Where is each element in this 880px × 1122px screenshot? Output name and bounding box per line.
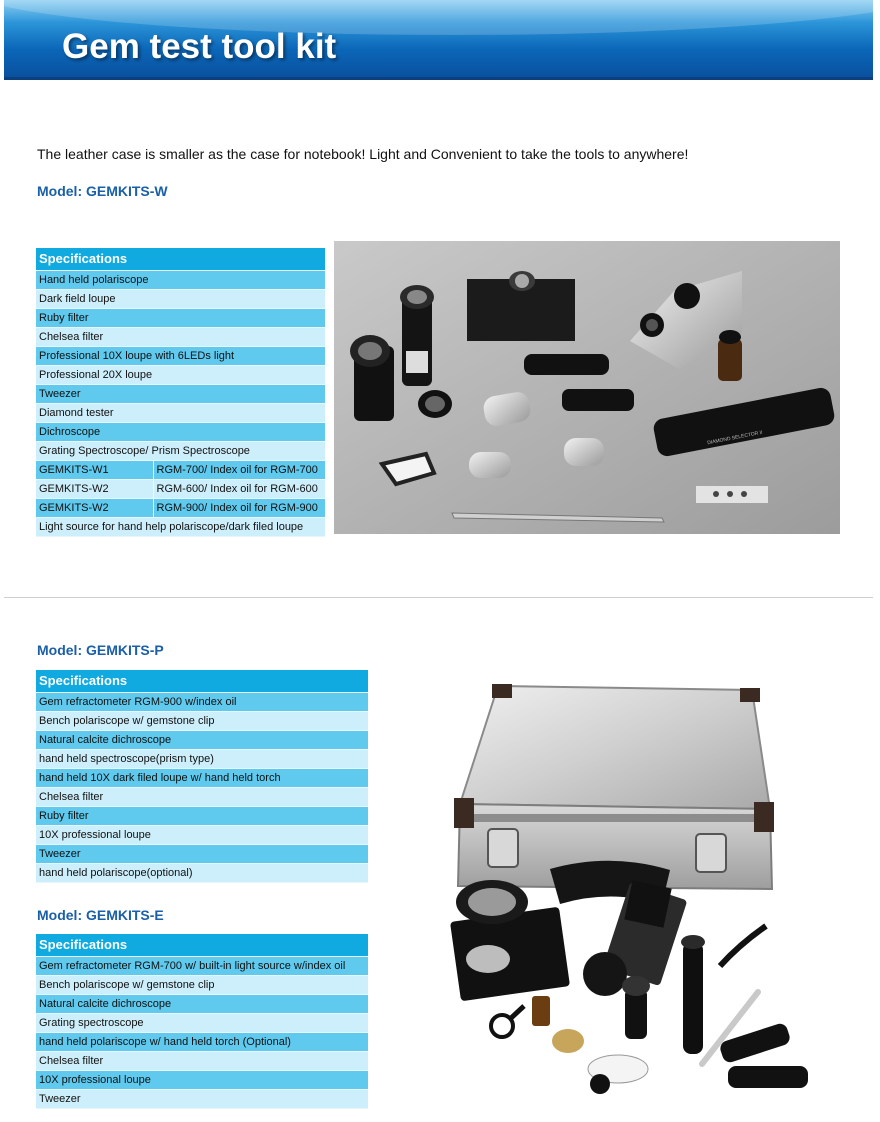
model-w-spec-table: [36, 248, 325, 537]
table-row: Diamond tester: [36, 403, 325, 422]
table-header: Specifications: [36, 248, 325, 270]
page-banner: [4, 0, 873, 80]
aluminum-case-photo: [440, 674, 826, 1104]
variant-code: GEMKITS-W2: [36, 479, 153, 498]
table-row: Bench polariscope w/ gemstone clip: [36, 975, 368, 994]
gem-tools-photo: [334, 241, 840, 534]
model-w-title: Model: GEMKITS-W: [37, 183, 168, 199]
table-row: hand held polariscope(optional): [36, 863, 368, 882]
model-e-spec-table: [36, 934, 368, 1109]
table-row: Tweezer: [36, 844, 368, 863]
table-header: Specifications: [36, 934, 368, 956]
table-row: 10X professional loupe: [36, 1070, 368, 1089]
table-row: Hand held polariscope: [36, 270, 325, 289]
table-row: Grating spectroscope: [36, 1013, 368, 1032]
table-row: Professional 20X loupe: [36, 365, 325, 384]
table-row: Ruby filter: [36, 806, 368, 825]
variant-desc: RGM-600/ Index oil for RGM-600: [153, 479, 325, 498]
table-row: Gem refractometer RGM-900 w/index oil: [36, 692, 368, 711]
table-row: Tweezer: [36, 384, 325, 403]
table-row: Chelsea filter: [36, 327, 325, 346]
variant-code: GEMKITS-W2: [36, 498, 153, 517]
model-e-title: Model: GEMKITS-E: [37, 907, 164, 923]
variant-code: GEMKITS-W1: [36, 460, 153, 479]
aluminum-case-photo-image: [440, 674, 826, 1104]
model-p-spec-table: [36, 670, 368, 883]
gem-tools-photo-image: [334, 241, 840, 534]
table-row: hand held 10X dark filed loupe w/ hand held torch: [36, 768, 368, 787]
table-row: Light source for hand help polariscope/dark filed loupe: [36, 517, 325, 536]
table-row: hand held polariscope w/ hand held torch (Optional): [36, 1032, 368, 1051]
table-row: Professional 10X loupe with 6LEDs light: [36, 346, 325, 365]
table-row: Dark field loupe: [36, 289, 325, 308]
model-p-title: Model: GEMKITS-P: [37, 642, 164, 658]
table-row: Natural calcite dichroscope: [36, 994, 368, 1013]
device-label: DIAMOND SELECTOR II: [706, 429, 763, 447]
table-row: hand held spectroscope(prism type): [36, 749, 368, 768]
page-title: Gem test tool kit: [62, 27, 337, 66]
table-row: Gem refractometer RGM-700 w/ built-in light source w/index oil: [36, 956, 368, 975]
section-divider: [4, 597, 873, 598]
table-header: Specifications: [36, 670, 368, 692]
table-row: Chelsea filter: [36, 787, 368, 806]
table-row: Chelsea filter: [36, 1051, 368, 1070]
table-row: Grating Spectroscope/ Prism Spectroscope: [36, 441, 325, 460]
variant-desc: RGM-900/ Index oil for RGM-900: [153, 498, 325, 517]
table-row: 10X professional loupe: [36, 825, 368, 844]
intro-text: The leather case is smaller as the case for notebook! Light and Convenient to take the tools to anywhere!: [37, 146, 689, 162]
variant-desc: RGM-700/ Index oil for RGM-700: [153, 460, 325, 479]
table-row: Dichroscope: [36, 422, 325, 441]
table-row: Tweezer: [36, 1089, 368, 1108]
table-row: Bench polariscope w/ gemstone clip: [36, 711, 368, 730]
table-row: Natural calcite dichroscope: [36, 730, 368, 749]
table-row: Ruby filter: [36, 308, 325, 327]
